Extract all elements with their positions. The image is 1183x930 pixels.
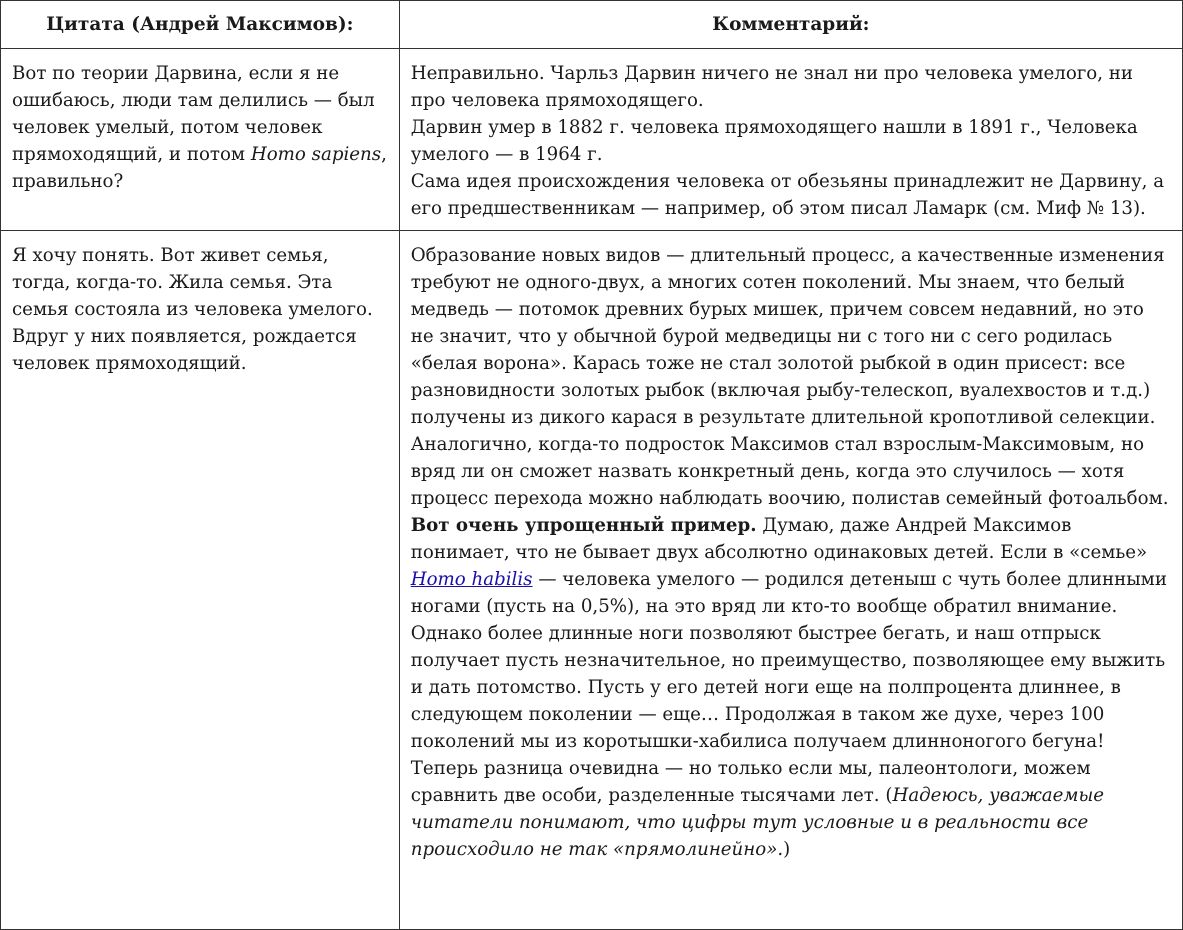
comment-paragraph [411, 512, 1172, 620]
homo-habilis-link[interactable]: Homo habilis [410, 569, 533, 590]
table-row [1, 231, 1183, 930]
example-heading: Вот очень упрощенный пример. [410, 515, 757, 536]
example-text: Думаю, даже Андрей Максимов понимает, что не бывает двух абсолютно одинаковых детей. Если в «семье» [410, 515, 1148, 563]
comment-paragraph: Дарвин умер в 1882 г. человека прямоходящего нашли в 1891 г., Человека умелого — в 1964 г. [410, 117, 1138, 165]
header-row [1, 1, 1183, 49]
final-text-end: ) [783, 839, 791, 860]
final-text: Теперь разница очевидна — но только если мы, палеонтологи, можем сравнить две особи, разделенные тысячами лет. ( [410, 758, 1091, 806]
comment-cell [399, 231, 1182, 930]
final-italic-note: Надеюсь, уважаемые читатели понимают, что цифры тут условные и в реальности все происходило не так «прямолинейно». [410, 785, 1105, 860]
quote-text: Вот по теории Дарвина, если я не ошибаюсь, люди там делились — был человек умелый, потом человек прямоходящий, и потом [12, 63, 375, 165]
quote-cell [1, 49, 400, 231]
comment-paragraph: Образование новых видов — длительный процесс, а качественные изменения требуют не одного-двух, а многих сотен поколений. Мы знаем, что белый медведь — потомок древних бурых мишек, причем совсем недавний, но это не значит, что у обычной бурой медведицы ни с того ни с сего родилась «белая ворона». Карась тоже не стал золотой рыбкой в один присест: все разновидности золотых рыбок (включая рыбу-телескоп, вуалехвостов и т.д.) получены из дикого карася в результате длительной кропотливой селекции. [410, 245, 1165, 428]
comment-paragraph: Неправильно. Чарльз Дарвин ничего не знал ни про человека умелого, ни про человека прямоходящего. [410, 63, 1134, 111]
comment-paragraph: Сама идея происхождения человека от обезьяны принадлежит не Дарвину, а его предшественникам — например, об этом писал Ламарк (см. Миф № 13). [410, 171, 1165, 219]
quote-text-end: , правильно? [12, 144, 387, 192]
quote-column-header: Цитата (Андрей Максимов): [1, 1, 400, 49]
comment-paragraph: Однако более длинные ноги позволяют быстрее бегать, и наш отпрыск получает пусть незначительное, но преимущество, позволяющее ему выжить и дать потомство. Пусть у его детей ноги еще на полпроцента длиннее, в следующем поколении — еще… Продолжая в таком же духе, через 100 поколений мы из коротышки-хабилиса получаем длинноногого бегуна! [410, 623, 1166, 752]
example-text-end: — человека умелого — родился детеныш с чуть более длинными ногами (пусть на 0,5%), на это вряд ли кто-то вообще обратил внимание. [410, 569, 1167, 617]
comment-paragraph: Аналогично, когда-то подросток Максимов стал взрослым-Максимовым, но вряд ли он сможет назвать конкретный день, когда это случилось — хотя процесс перехода можно наблюдать воочию, полистав семейный фотоальбом. [410, 434, 1169, 509]
quote-text: Я хочу понять. Вот живет семья, тогда, когда-то. Жила семья. Эта семья состояла из человека умелого. Вдруг у них появляется, рождается человек прямоходящий. [12, 245, 373, 374]
table-row [1, 49, 1183, 231]
quote-italic-term: Homo sapiens [250, 144, 382, 165]
quote-cell [1, 231, 400, 930]
comment-paragraph [411, 755, 1172, 863]
comment-column-header: Комментарий: [399, 1, 1182, 49]
comment-cell [399, 49, 1182, 231]
